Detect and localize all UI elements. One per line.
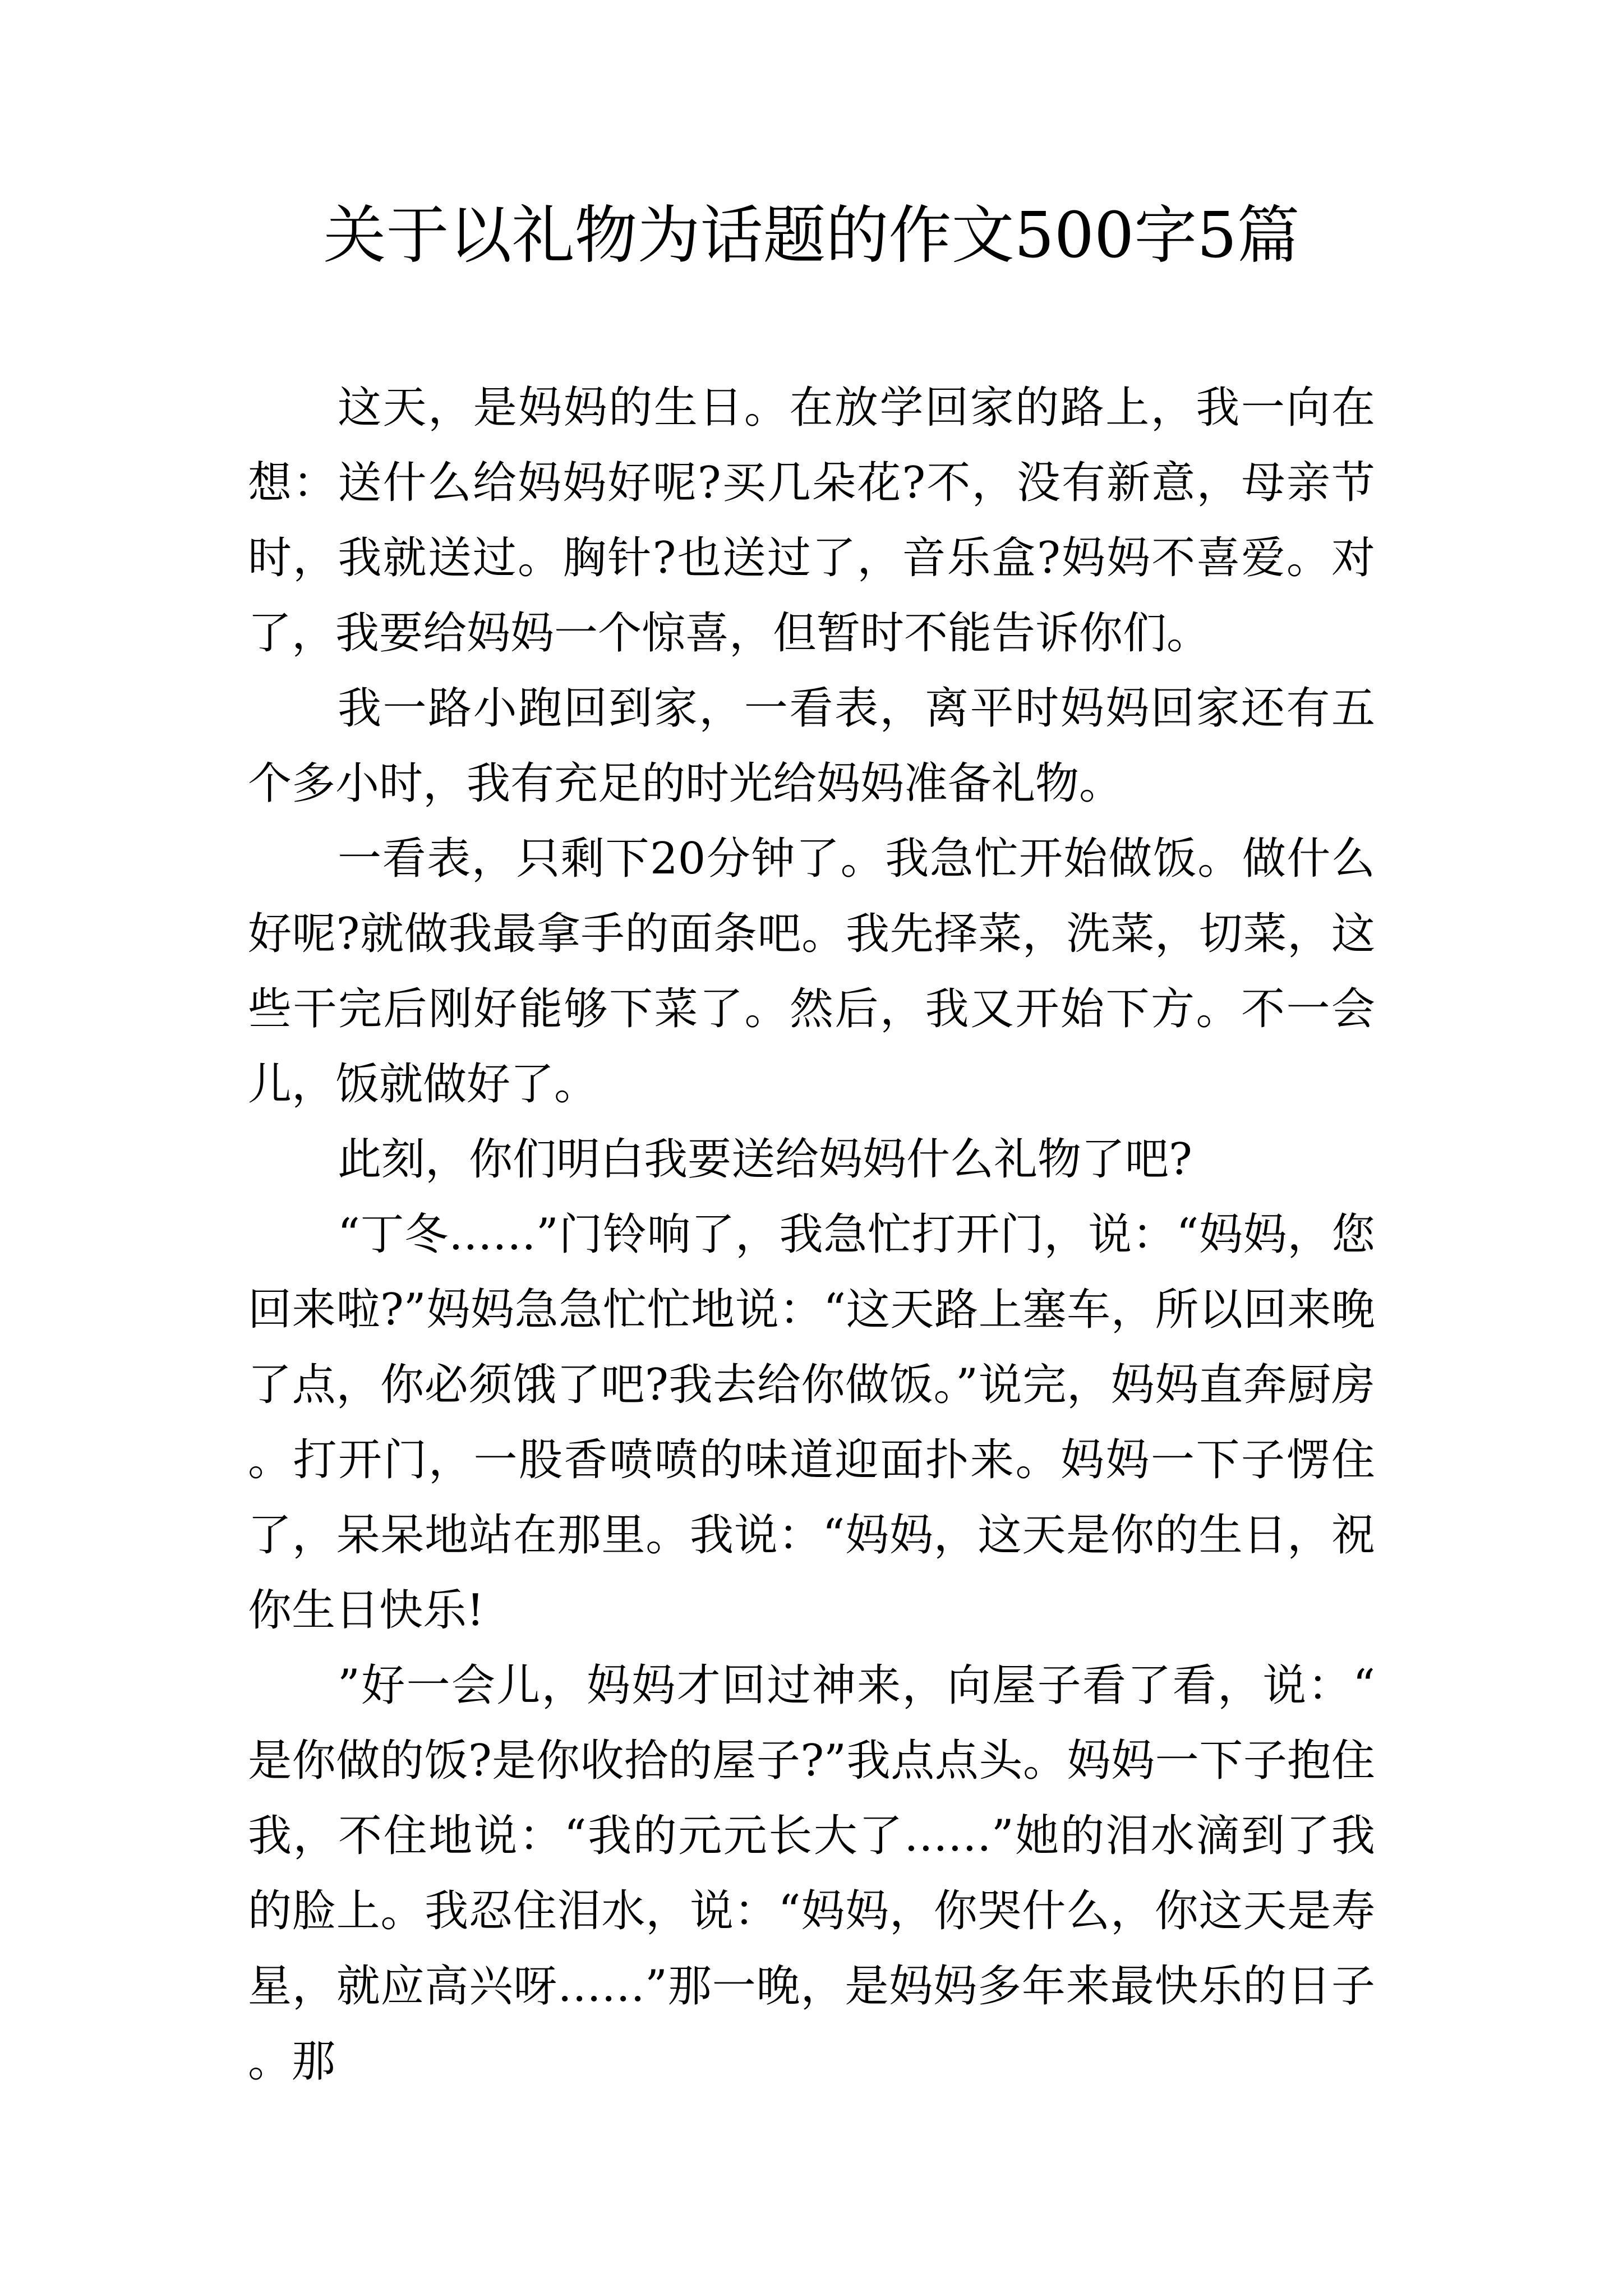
paragraph-1: 这天，是妈妈的生日。在放学回家的路上，我一向在想：送什么给妈妈好呢?买几朵花?不，没有新意，母亲节时，我就送过。胸针?也送过了，音乐盒?妈妈不喜爱。对了，我要给妈妈一个惊喜，但暂时不能告诉你们。: [248, 383, 1375, 659]
paragraph-2: 我一路小跑回到家，一看表，离平时妈妈回家还有五个多小时，我有充足的时光给妈妈准备礼物。: [248, 683, 1375, 809]
document-body: [248, 370, 1375, 2099]
paragraph-6: ”好一会儿，妈妈才回过神来，向屋子看了看，说：“是你做的饭?是你收拾的屋子?”我点点头。妈妈一下子抱住我，不住地说：“我的元元长大了……”她的泪水滴到了我的脸上。我忍住泪水，说：“妈妈，你哭什么，你这天是寿星，就应高兴呀……”那一晚，是妈妈多年来最快乐的日子。那: [248, 1660, 1375, 2087]
paragraph-3: 一看表，只剩下20分钟了。我急忙开始做饭。做什么好呢?就做我最拿手的面条吧。我先择菜，洗菜，切菜，这些干完后刚好能够下菜了。然后，我又开始下方。不一会儿，饭就做好了。: [248, 834, 1375, 1110]
document-title: 关于以礼物为话题的作文500字5篇: [323, 199, 1300, 272]
paragraph-4: 此刻，你们明白我要送给妈妈什么礼物了吧?: [338, 1134, 1192, 1185]
paragraph-5: “丁冬……”门铃响了，我急忙打开门，说：“妈妈，您回来啦?”妈妈急急忙忙地说：“这天路上塞车，所以回来晚了点，你必须饿了吧?我去给你做饭。”说完，妈妈直奔厨房。打开门，一股香喷喷的味道迎面扑来。妈妈一下子愣住了，呆呆地站在那里。我说：“妈妈，这天是你的生日，祝你生日快乐!: [248, 1209, 1375, 1636]
